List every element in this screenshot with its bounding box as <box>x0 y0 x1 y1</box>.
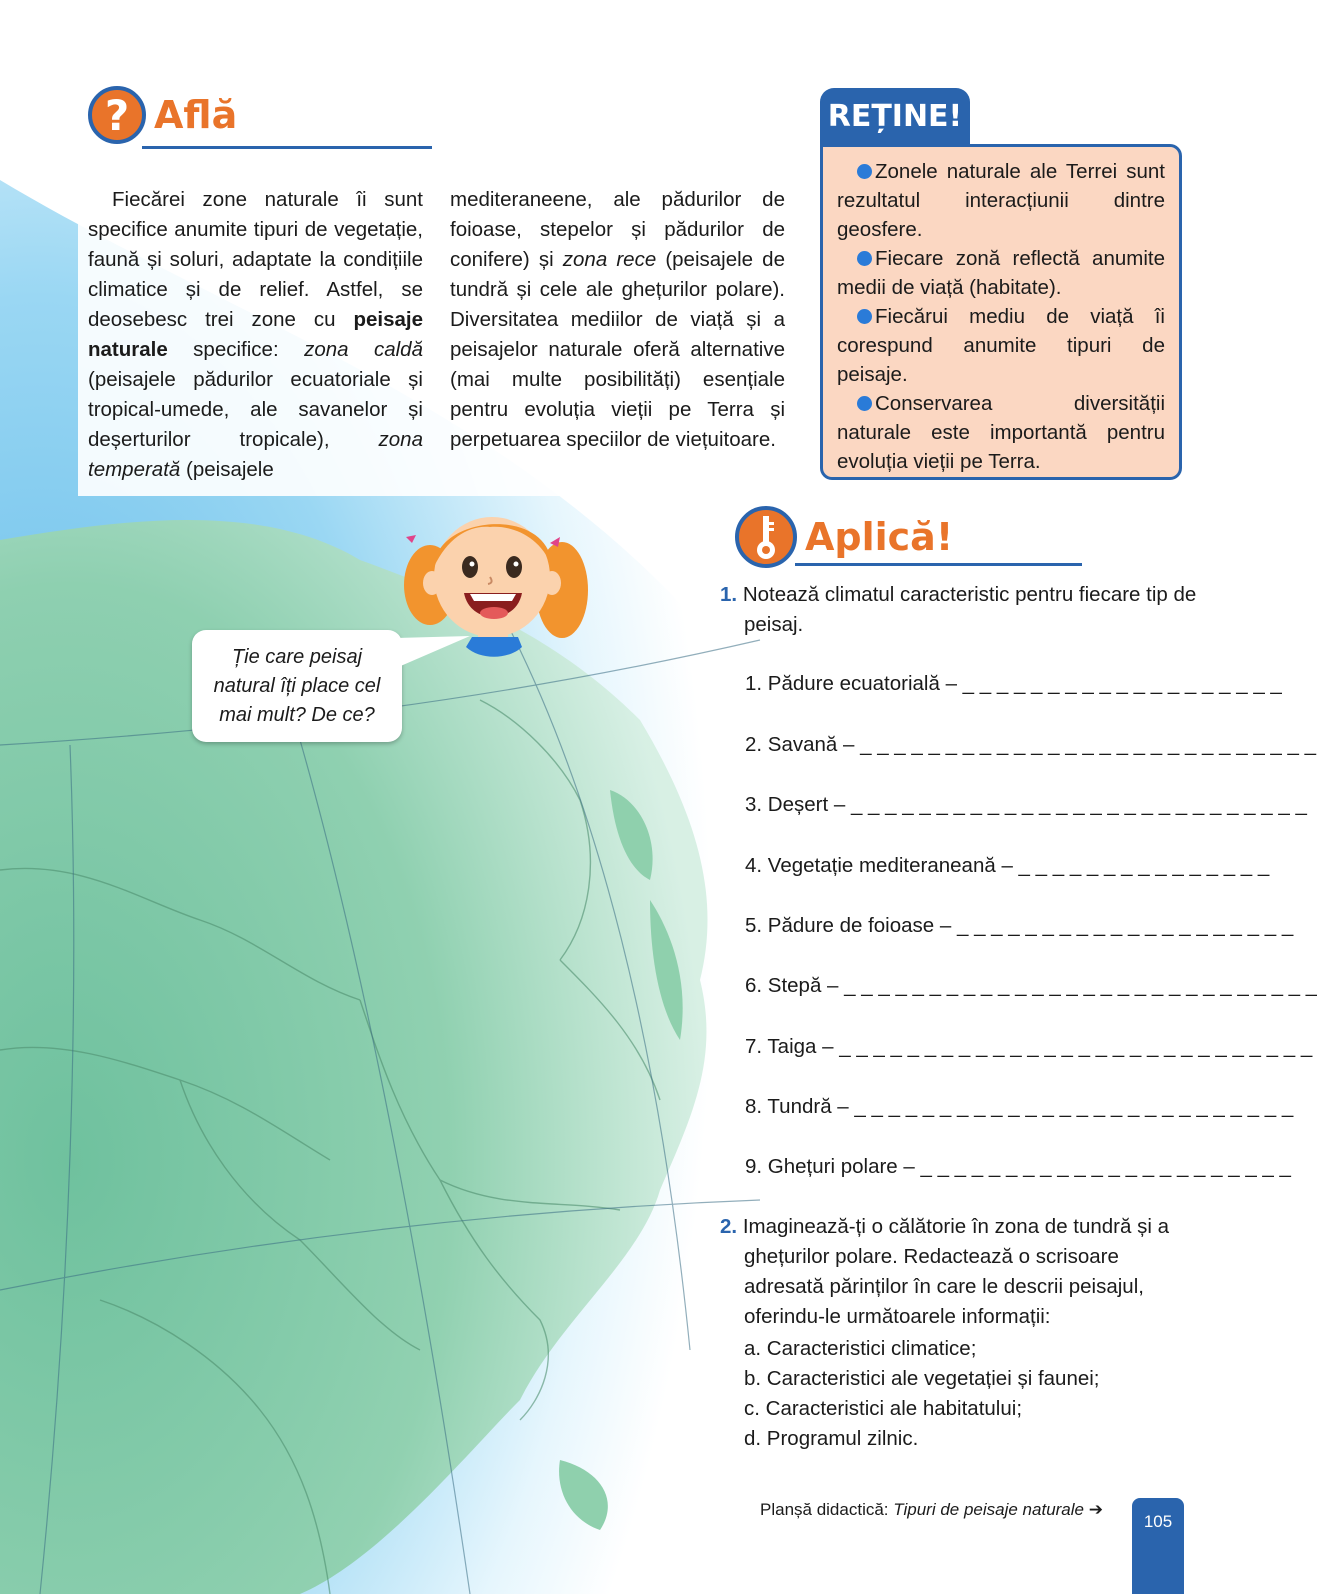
afla-title: Află <box>154 93 238 137</box>
page-number: 105 <box>1132 1498 1184 1594</box>
question-1-text: Notează climatul caracteristic pentru fiecare tip de peisaj. <box>742 583 1197 636</box>
retine-item: Conservarea diversității naturale este importantă pentru evoluția vieții pe Terra. <box>837 392 1165 473</box>
list-item: c. Caracteristici ale habitatului; <box>744 1397 1023 1420</box>
retine-title: REȚINE! <box>820 88 970 146</box>
key-icon <box>735 506 797 568</box>
question-mark-icon: ? <box>88 86 146 144</box>
answer-line[interactable]: 9. Ghețuri polare – _ _ _ _ _ _ _ _ _ _ _ _ _ _ _ _ _ _ _ _ _ _ <box>745 1155 1291 1178</box>
retine-item: Fiecărui mediu de viață îi corespund anumite tipuri de peisaje. <box>837 305 1165 386</box>
afla-header <box>88 86 237 144</box>
bullet-icon <box>857 396 872 411</box>
answer-line[interactable]: 1. Pădure ecuatorială – _ _ _ _ _ _ _ _ _ _ _ _ _ _ _ _ _ _ _ <box>745 672 1282 695</box>
list-item: b. Caracteristici ale vegetației și faunei; <box>744 1367 1100 1390</box>
footer-reference[interactable] <box>760 1500 1103 1520</box>
answer-line[interactable]: 6. Stepă – _ _ _ _ _ _ _ _ _ _ _ _ _ _ _ _ _ _ _ _ _ _ _ _ _ _ _ _ <box>745 974 1317 997</box>
afla-underline <box>142 146 432 149</box>
list-item: d. Programul zilnic. <box>744 1427 919 1450</box>
question-1 <box>720 580 1204 640</box>
afla-column-2: mediteraneene, ale pădurilor de foioase, stepelor și pădurilor de conifere) și zona rece (peisajele de tundră și cele ale ghețurilor polare). Diversitatea mediilor de viață și a peisajelor naturale oferă alternative (mai multe posibilități) esențiale pentru evoluția vieții pe Terra și perpetuarea speciilor de viețuitoare. <box>450 188 785 451</box>
footer-link[interactable]: Tipuri de peisaje naturale <box>893 1500 1084 1519</box>
speech-bubble-text: Ție care peisaj natural îți place cel mai mult? De ce? <box>213 645 381 726</box>
question-2 <box>720 1212 1204 1332</box>
question-1-number: 1. <box>720 583 738 606</box>
afla-column-1: Fiecărei zone naturale îi sunt specifice anumite tipuri de vegetație, faună și soluri, adaptate la condițiile climatice și de relief. Astfel, se deosebesc trei zone cu peisaje naturale specifice: zona caldă (peisajele pădurilor ecuatoriale și tropical-umede, ale savanelor și deșerturilor tropicale), zona temperată (peisajele <box>88 188 423 481</box>
bullet-icon <box>857 164 872 179</box>
aplica-header <box>735 506 953 568</box>
question-2-number: 2. <box>720 1215 738 1238</box>
retine-box <box>820 144 1182 480</box>
speech-bubble <box>192 630 402 742</box>
bullet-icon <box>857 309 872 324</box>
list-item: a. Caracteristici climatice; <box>744 1337 977 1360</box>
answer-line[interactable]: 7. Taiga – _ _ _ _ _ _ _ _ _ _ _ _ _ _ _ _ _ _ _ _ _ _ _ _ _ _ _ _ <box>745 1035 1313 1058</box>
answer-line[interactable]: 5. Pădure de foioase – _ _ _ _ _ _ _ _ _ _ _ _ _ _ _ _ _ _ _ _ <box>745 914 1294 937</box>
retine-item: Fiecare zonă reflectă anumite medii de viață (habitate). <box>837 247 1165 299</box>
question-2-text: Imaginează-ți o călătorie în zona de tundră și a ghețurilor polare. Redactează o scrisoare adresată părinților în care le descrii peisajul, oferindu-le următoarele informații: <box>742 1215 1170 1328</box>
question-2-list <box>744 1334 1204 1454</box>
retine-item: Zonele naturale ale Terrei sunt rezultatul interacțiunii dintre geosfere. <box>837 160 1165 241</box>
answer-line[interactable]: 4. Vegetație mediteraneană – _ _ _ _ _ _ _ _ _ _ _ _ _ _ _ <box>745 854 1270 877</box>
bullet-icon <box>857 251 872 266</box>
answer-line[interactable]: 2. Savană – _ _ _ _ _ _ _ _ _ _ _ _ _ _ _ _ _ _ _ _ _ _ _ _ _ _ _ <box>745 733 1317 756</box>
answer-line[interactable]: 3. Deșert – _ _ _ _ _ _ _ _ _ _ _ _ _ _ _ _ _ _ _ _ _ _ _ _ _ _ _ <box>745 793 1307 816</box>
aplica-title: Aplică! <box>805 515 954 559</box>
aplica-underline <box>795 563 1082 566</box>
speech-bubble-tail <box>396 630 476 680</box>
arrow-right-icon: ➔ <box>1088 1500 1103 1520</box>
footer-label: Planșă didactică: <box>760 1500 894 1519</box>
answer-line[interactable]: 8. Tundră – _ _ _ _ _ _ _ _ _ _ _ _ _ _ _ _ _ _ _ _ _ _ _ _ _ _ <box>745 1095 1294 1118</box>
